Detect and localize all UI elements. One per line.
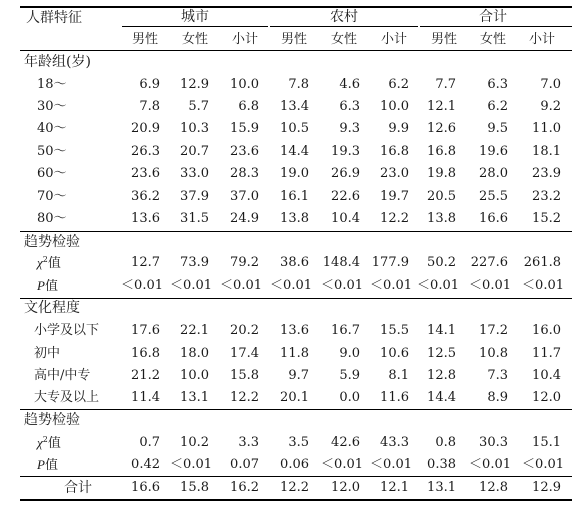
cell-value: 23.6 bbox=[131, 166, 160, 181]
cell-value: 16.0 bbox=[532, 323, 561, 338]
total-value: 12.2 bbox=[280, 480, 309, 495]
row-label: 80～ bbox=[37, 211, 67, 226]
cell-value: ＜0.01 bbox=[170, 278, 212, 293]
total-value: 16.6 bbox=[131, 480, 160, 495]
cell-value: 7.0 bbox=[540, 77, 561, 92]
cell-value: 6.3 bbox=[487, 77, 508, 92]
cell-value: 19.6 bbox=[479, 144, 508, 159]
cell-value: 17.4 bbox=[230, 346, 259, 361]
cell-value: 0.07 bbox=[230, 457, 259, 472]
cell-value: 31.5 bbox=[180, 211, 209, 226]
cell-value: 14.1 bbox=[427, 323, 456, 338]
cell-value: 37.9 bbox=[180, 189, 209, 204]
cell-value: 17.6 bbox=[131, 323, 160, 338]
cell-value: 10.0 bbox=[180, 368, 209, 383]
cell-value: 22.6 bbox=[331, 189, 360, 204]
cell-value: ＜0.01 bbox=[522, 278, 564, 293]
total-value: 12.0 bbox=[331, 480, 360, 495]
cell-value: 3.5 bbox=[288, 435, 309, 450]
total-value: 15.8 bbox=[180, 480, 209, 495]
sub-header: 男性 bbox=[430, 32, 457, 47]
cell-value: 16.6 bbox=[479, 211, 508, 226]
row-label: 40～ bbox=[37, 121, 67, 136]
cell-value: ＜0.01 bbox=[321, 457, 363, 472]
cell-value: 5.9 bbox=[339, 368, 360, 383]
cell-value: ＜0.01 bbox=[469, 278, 511, 293]
cell-value: 9.9 bbox=[388, 121, 409, 136]
cell-value: 15.2 bbox=[532, 211, 561, 226]
cell-value: ＜0.01 bbox=[121, 278, 163, 293]
group-header: 城市 bbox=[181, 9, 209, 25]
cell-value: 16.7 bbox=[331, 323, 360, 338]
cell-value: 6.2 bbox=[388, 77, 409, 92]
cell-value: 38.6 bbox=[280, 255, 309, 270]
cell-value: 19.0 bbox=[280, 166, 309, 181]
sub-header: 女性 bbox=[479, 32, 506, 47]
cell-value: 18.0 bbox=[180, 346, 209, 361]
cell-value: 13.8 bbox=[427, 211, 456, 226]
cell-value: 13.6 bbox=[131, 211, 160, 226]
sub-header: 女性 bbox=[181, 32, 208, 47]
cell-value: 14.4 bbox=[427, 390, 456, 405]
cell-value: 261.8 bbox=[523, 255, 561, 270]
cell-value: 10.4 bbox=[331, 211, 360, 226]
cell-value: 79.2 bbox=[230, 255, 259, 270]
cell-value: 36.2 bbox=[131, 189, 160, 204]
total-value: 12.9 bbox=[532, 480, 561, 495]
section-rule bbox=[20, 409, 572, 410]
cell-value: 21.2 bbox=[131, 368, 160, 383]
cell-value: 43.3 bbox=[380, 435, 409, 450]
cell-value: 20.7 bbox=[180, 144, 209, 159]
top-rule bbox=[20, 6, 572, 8]
row-label: 大专及以上 bbox=[34, 390, 100, 405]
section-title: 文化程度 bbox=[24, 300, 80, 316]
cell-value: 12.9 bbox=[180, 77, 209, 92]
cell-value: 4.6 bbox=[339, 77, 360, 92]
cell-value: 16.8 bbox=[380, 144, 409, 159]
cell-value: 12.5 bbox=[427, 346, 456, 361]
cell-value: 10.0 bbox=[230, 77, 259, 92]
total-value: 16.2 bbox=[230, 480, 259, 495]
cell-value: 9.0 bbox=[339, 346, 360, 361]
cell-value: 42.6 bbox=[331, 435, 360, 450]
row-label: 初中 bbox=[34, 346, 61, 361]
header-rule bbox=[20, 50, 572, 51]
total-label: 合计 bbox=[64, 480, 92, 496]
cell-value: 11.0 bbox=[532, 121, 561, 136]
cell-value: 15.1 bbox=[532, 435, 561, 450]
cell-value: 6.2 bbox=[487, 99, 508, 114]
cell-value: 10.2 bbox=[180, 435, 209, 450]
sub-header: 男性 bbox=[280, 32, 307, 47]
cell-value: 9.5 bbox=[487, 121, 508, 136]
group-header: 合计 bbox=[479, 9, 507, 25]
row-header: 人群特征 bbox=[26, 10, 82, 26]
cell-value: 16.8 bbox=[427, 144, 456, 159]
cell-value: 15.5 bbox=[380, 323, 409, 338]
cell-value: 12.8 bbox=[427, 368, 456, 383]
cell-value: 13.4 bbox=[280, 99, 309, 114]
cell-value: ＜0.01 bbox=[270, 278, 312, 293]
cell-value: 73.9 bbox=[180, 255, 209, 270]
cell-value: 12.0 bbox=[532, 390, 561, 405]
row-label: 高中/中专 bbox=[34, 368, 91, 383]
cell-value: 10.6 bbox=[380, 346, 409, 361]
cell-value: 7.7 bbox=[435, 77, 456, 92]
cell-value: ＜0.01 bbox=[417, 278, 459, 293]
group-header: 农村 bbox=[330, 9, 358, 25]
section-title: 年龄组(岁) bbox=[24, 54, 91, 70]
cell-value: 7.8 bbox=[139, 99, 160, 114]
row-label: 18～ bbox=[37, 77, 67, 92]
cell-value: 11.6 bbox=[380, 390, 409, 405]
cell-value: 23.6 bbox=[230, 144, 259, 159]
cell-value: 0.38 bbox=[427, 457, 456, 472]
row-label: P值 bbox=[37, 457, 58, 473]
cell-value: 8.9 bbox=[487, 390, 508, 405]
cell-value: 10.0 bbox=[380, 99, 409, 114]
cell-value: 33.0 bbox=[180, 166, 209, 181]
cell-value: 0.42 bbox=[131, 457, 160, 472]
cell-value: 50.2 bbox=[427, 255, 456, 270]
cell-value: 17.2 bbox=[479, 323, 508, 338]
cell-value: 0.8 bbox=[435, 435, 456, 450]
cell-value: 16.8 bbox=[131, 346, 160, 361]
cell-value: 23.9 bbox=[532, 166, 561, 181]
cell-value: 10.3 bbox=[180, 121, 209, 136]
cell-value: 14.4 bbox=[280, 144, 309, 159]
cell-value: 13.6 bbox=[280, 323, 309, 338]
cell-value: 7.3 bbox=[487, 368, 508, 383]
cell-value: ＜0.01 bbox=[370, 457, 412, 472]
cell-value: 20.5 bbox=[427, 189, 456, 204]
row-label: 50～ bbox=[37, 144, 67, 159]
row-label: $\chi^2$值 bbox=[37, 435, 61, 451]
row-label: 小学及以下 bbox=[34, 323, 100, 338]
cell-value: 19.8 bbox=[427, 166, 456, 181]
cell-value: 6.3 bbox=[339, 99, 360, 114]
row-label: 70～ bbox=[37, 189, 67, 204]
cell-value: 37.0 bbox=[230, 189, 259, 204]
section-title: 趋势检验 bbox=[24, 412, 80, 428]
cell-value: 10.5 bbox=[280, 121, 309, 136]
cell-value: 3.3 bbox=[238, 435, 259, 450]
cell-value: ＜0.01 bbox=[370, 278, 412, 293]
cell-value: 22.1 bbox=[180, 323, 209, 338]
row-label: 30～ bbox=[37, 99, 67, 114]
total-value: 12.1 bbox=[380, 480, 409, 495]
cell-value: 24.9 bbox=[230, 211, 259, 226]
cell-value: 30.3 bbox=[479, 435, 508, 450]
cell-value: 23.0 bbox=[380, 166, 409, 181]
cell-value: 10.8 bbox=[479, 346, 508, 361]
cell-value: 13.1 bbox=[180, 390, 209, 405]
row-label: $\chi^2$值 bbox=[37, 255, 61, 271]
group-rule bbox=[420, 26, 572, 27]
cell-value: 12.7 bbox=[131, 255, 160, 270]
cell-value: 11.8 bbox=[280, 346, 309, 361]
cell-value: ＜0.01 bbox=[170, 457, 212, 472]
cell-value: 7.8 bbox=[288, 77, 309, 92]
total-value: 13.1 bbox=[427, 480, 456, 495]
cell-value: 9.2 bbox=[540, 99, 561, 114]
cell-value: 11.4 bbox=[131, 390, 160, 405]
cell-value: ＜0.01 bbox=[469, 457, 511, 472]
cell-value: 15.9 bbox=[230, 121, 259, 136]
group-rule bbox=[270, 26, 418, 27]
cell-value: 18.1 bbox=[532, 144, 561, 159]
cell-value: 26.3 bbox=[131, 144, 160, 159]
sub-header: 女性 bbox=[330, 32, 357, 47]
row-label: P值 bbox=[37, 278, 58, 294]
cell-value: 0.7 bbox=[139, 435, 160, 450]
group-rule bbox=[122, 26, 268, 27]
cell-value: 6.9 bbox=[139, 77, 160, 92]
cell-value: ＜0.01 bbox=[522, 457, 564, 472]
cell-value: 26.9 bbox=[331, 166, 360, 181]
bottom-rule bbox=[20, 499, 572, 501]
cell-value: 12.1 bbox=[427, 99, 456, 114]
cell-value: 5.7 bbox=[188, 99, 209, 114]
cell-value: 148.4 bbox=[322, 255, 360, 270]
cell-value: 16.1 bbox=[280, 189, 309, 204]
cell-value: ＜0.01 bbox=[321, 278, 363, 293]
cell-value: 20.9 bbox=[131, 121, 160, 136]
cell-value: 28.0 bbox=[479, 166, 508, 181]
sub-header: 小计 bbox=[528, 32, 555, 47]
cell-value: 8.1 bbox=[388, 368, 409, 383]
cell-value: ＜0.01 bbox=[220, 278, 262, 293]
cell-value: 12.6 bbox=[427, 121, 456, 136]
cell-value: 19.3 bbox=[331, 144, 360, 159]
cell-value: 12.2 bbox=[230, 390, 259, 405]
cell-value: 23.2 bbox=[532, 189, 561, 204]
sub-header: 男性 bbox=[131, 32, 158, 47]
cell-value: 10.4 bbox=[532, 368, 561, 383]
section-rule bbox=[20, 231, 572, 232]
cell-value: 0.06 bbox=[280, 457, 309, 472]
row-label: 60～ bbox=[37, 166, 67, 181]
cell-value: 0.0 bbox=[339, 390, 360, 405]
cell-value: 177.9 bbox=[371, 255, 409, 270]
cell-value: 9.7 bbox=[288, 368, 309, 383]
cell-value: 19.7 bbox=[380, 189, 409, 204]
cell-value: 20.1 bbox=[280, 390, 309, 405]
cell-value: 15.8 bbox=[230, 368, 259, 383]
cell-value: 28.3 bbox=[230, 166, 259, 181]
sub-header: 小计 bbox=[380, 32, 407, 47]
section-rule bbox=[20, 298, 572, 299]
total-value: 12.8 bbox=[479, 480, 508, 495]
section-title: 趋势检验 bbox=[24, 234, 80, 250]
cell-value: 9.3 bbox=[339, 121, 360, 136]
cell-value: 25.5 bbox=[479, 189, 508, 204]
cell-value: 12.2 bbox=[380, 211, 409, 226]
cell-value: 6.8 bbox=[238, 99, 259, 114]
cell-value: 20.2 bbox=[230, 323, 259, 338]
sub-header: 小计 bbox=[231, 32, 258, 47]
total-rule bbox=[20, 476, 572, 477]
cell-value: 13.8 bbox=[280, 211, 309, 226]
cell-value: 227.6 bbox=[470, 255, 508, 270]
cell-value: 11.7 bbox=[532, 346, 561, 361]
